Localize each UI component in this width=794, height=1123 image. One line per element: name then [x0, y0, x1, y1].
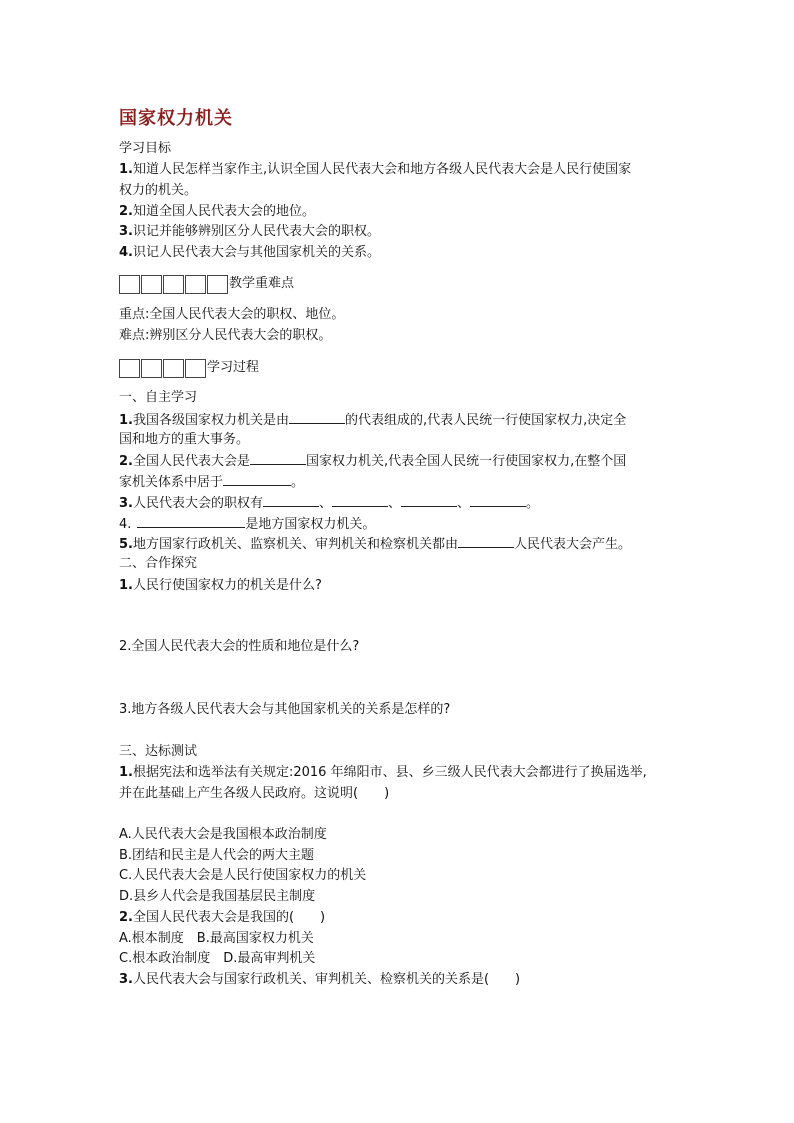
- fill-question-5: 5.地方国家行政机关、监察机关、审判机关和检察机关都由 人民代表大会产生。: [119, 533, 631, 555]
- process-heading: 学习过程: [207, 360, 260, 375]
- goal-item-3: 3.识记并能够辨别区分人民代表大会的职权。: [119, 224, 380, 239]
- answer-blank[interactable]: [263, 492, 319, 507]
- key-point: 重点:全国人民代表大会的职权、地位。: [119, 307, 345, 322]
- test-question-3: 3.人民代表大会与国家行政机关、审判机关、检察机关的关系是( ): [119, 972, 521, 987]
- answer-blank[interactable]: [223, 471, 291, 486]
- explore-question-3: 3.地方各级人民代表大会与其他国家机关的关系是怎样的?: [119, 702, 451, 717]
- key-points-heading: 教学重难点: [229, 276, 295, 291]
- option-a: A.人民代表大会是我国根本政治制度: [119, 827, 327, 842]
- goal-item-4: 4.识记人民代表大会与其他国家机关的关系。: [119, 245, 380, 260]
- fill-question-1: 1.我国各级国家权力机关是由 的代表组成的,代表人民统一行使国家权力,决定全: [119, 409, 626, 431]
- page-title: 国家权力机关: [119, 108, 233, 129]
- answer-blank[interactable]: [458, 533, 514, 548]
- option-b: B.团结和民主是人代会的两大主题: [119, 848, 315, 863]
- goals-heading: 学习目标: [119, 141, 172, 156]
- part-self-study: 一、自主学习: [119, 390, 198, 405]
- key-points-section-header: [119, 274, 294, 294]
- difficult-point: 难点:辨别区分人民代表大会的职权。: [119, 328, 332, 343]
- heading-boxes: [119, 275, 229, 294]
- test-question-2-options-cd: C.根本政治制度 D.最高审判机关: [119, 951, 316, 966]
- fill-question-2-cont: 家机关体系中居于 。: [119, 471, 304, 493]
- fill-question-3: 3.人民代表大会的职权有 、 、 、 。: [119, 492, 539, 514]
- test-question-1: 1.根据宪法和选举法有关规定:2016 年绵阳市、县、乡三级人民代表大会都进行了换届选举,: [119, 765, 647, 780]
- part-cooperation: 二、合作探究: [119, 556, 198, 571]
- goal-item-1-cont: 权力的机关。: [119, 183, 198, 198]
- answer-blank[interactable]: [137, 513, 245, 528]
- explore-question-1: 1.人民行使国家权力的机关是什么?: [119, 578, 322, 593]
- test-heading: 三、达标测试: [119, 744, 198, 759]
- test-question-2-options-ab: A.根本制度 B.最高国家权力机关: [119, 931, 314, 946]
- test-question-2: 2.全国人民代表大会是我国的( ): [119, 910, 326, 925]
- answer-blank[interactable]: [250, 450, 306, 465]
- option-c: C.人民代表大会是人民行使国家权力的机关: [119, 868, 367, 883]
- answer-blank[interactable]: [289, 409, 345, 424]
- goal-item-2: 2.知道全国人民代表大会的地位。: [119, 204, 315, 219]
- fill-question-4: 4. 是地方国家权力机关。: [119, 513, 375, 535]
- fill-question-1-cont: 国和地方的重大事务。: [119, 432, 250, 447]
- fill-question-2: 2.全国人民代表大会是 国家权力机关,代表全国人民统一行使国家权力,在整个国: [119, 450, 626, 472]
- option-d: D.县乡人代会是我国基层民主制度: [119, 889, 316, 904]
- process-section-header: [119, 358, 259, 378]
- answer-blank[interactable]: [332, 492, 388, 507]
- heading-boxes: [119, 359, 207, 378]
- test-question-1-cont: 并在此基础上产生各级人民政府。这说明( ): [119, 786, 390, 801]
- explore-question-2: 2.全国人民代表大会的性质和地位是什么?: [119, 639, 360, 654]
- goal-item-1: 1.知道人民怎样当家作主,认识全国人民代表大会和地方各级人民代表大会是人民行使国家: [119, 162, 632, 177]
- answer-blank[interactable]: [470, 492, 526, 507]
- answer-blank[interactable]: [401, 492, 457, 507]
